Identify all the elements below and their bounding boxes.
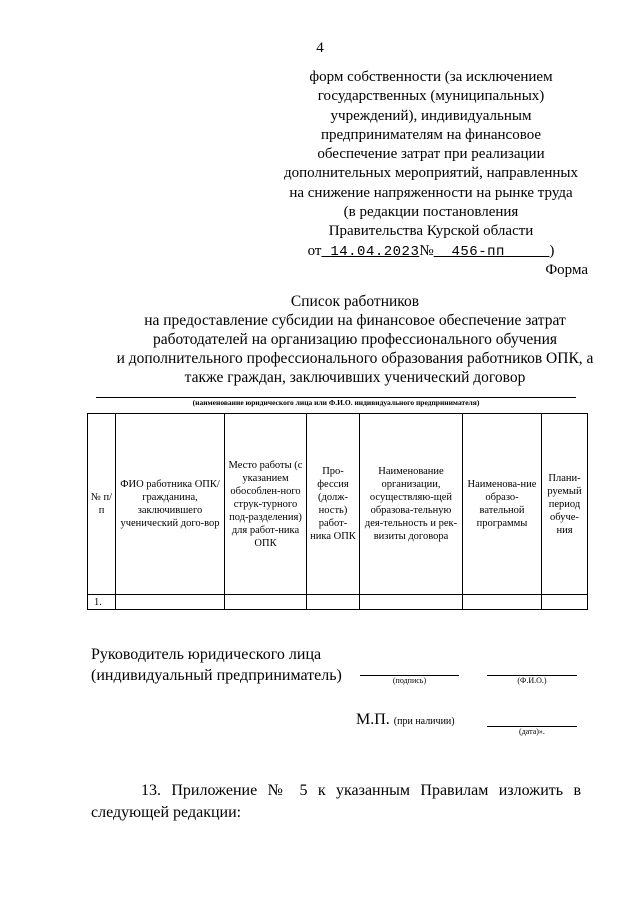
- signature-head-line1: Руководитель юридического лица: [91, 646, 322, 663]
- signature-caption: (подпись): [392, 676, 427, 685]
- table-cell: [116, 595, 225, 610]
- header-line: обеспечение затрат при реализации: [317, 146, 545, 163]
- paragraph-13: 13. Приложение № 5 к указанным Правилам изложить в следующей редакции:: [91, 782, 581, 821]
- date-prefix: от: [307, 242, 322, 259]
- col-header-profession: Про-фессия (долж-ность) работ-ника ОПК: [307, 414, 360, 595]
- table-cell: [542, 595, 588, 610]
- signature-head: [91, 644, 342, 686]
- title-line: и дополнительного профессионального образования работников ОПК, а: [116, 350, 594, 367]
- header-line: государственных (муниципальных): [317, 88, 545, 105]
- header-line: учреждений), индивидуальным: [330, 107, 532, 124]
- col-header-number: № п/п: [88, 414, 116, 595]
- table-cell: [360, 595, 463, 610]
- stamp-place: [356, 711, 455, 729]
- header-line: (в редакции постановления: [343, 204, 519, 221]
- mp-label: М.П.: [356, 711, 390, 728]
- org-caption: (наименование юридического лица или Ф.И.О. индивидуального предпринимателя): [192, 398, 480, 407]
- col-header-program: Наименова-ние образо-вательной программы: [463, 414, 542, 595]
- table-cell: [463, 595, 542, 610]
- document-title: [60, 292, 640, 387]
- col-header-period: Плани-руемый период обуче-ния: [542, 414, 588, 595]
- header-line: форм собственности (за исключением: [309, 69, 553, 85]
- title-line: Список работников: [290, 293, 420, 310]
- table-row: [88, 595, 588, 610]
- header-line: дополнительных мероприятий, направленных: [284, 165, 578, 182]
- page-number: 4: [316, 40, 324, 56]
- date-value: 14.04.2023: [330, 243, 420, 260]
- title-line: также граждан, заключивших ученический договор: [184, 369, 526, 386]
- signature-head-line2: (индивидуальный предприниматель): [91, 667, 342, 684]
- col-header-fio: ФИО работника ОПК/гражданина, заключившего ученический дого-вор: [116, 414, 225, 595]
- date-caption: (дата)».: [519, 727, 545, 736]
- table-cell: 1.: [88, 595, 116, 610]
- col-header-organization: Наименование организации, осуществляю-щей образова-тельную дея-тельность и рек-визиты договора: [360, 414, 463, 595]
- number-sign: №: [419, 242, 434, 259]
- col-header-workplace: Место работы (с указанием обособлен-ного струк-турного под-разделения) для работ-ника ОПК: [225, 414, 307, 595]
- date-line: [268, 242, 594, 262]
- header-block: [268, 68, 594, 262]
- title-line: работодателей на организацию профессионального обучения: [152, 331, 557, 348]
- form-label: Форма: [545, 262, 588, 278]
- header-line: предпринимателям на финансовое: [320, 126, 542, 143]
- number-value: 456-пп: [451, 243, 505, 260]
- employees-table: [87, 413, 588, 610]
- closing-paren: ): [549, 242, 555, 259]
- table-cell: [307, 595, 360, 610]
- header-line: Правительства Курской области: [328, 223, 534, 240]
- mp-note: (при наличии): [393, 716, 455, 727]
- table-header-row: [88, 414, 588, 595]
- table-cell: [225, 595, 307, 610]
- fio-caption: (Ф.И.О.): [517, 676, 547, 685]
- header-line: на снижение напряженности на рынке труда: [289, 184, 573, 201]
- title-line: на предоставление субсидии на финансовое обеспечение затрат: [144, 312, 566, 329]
